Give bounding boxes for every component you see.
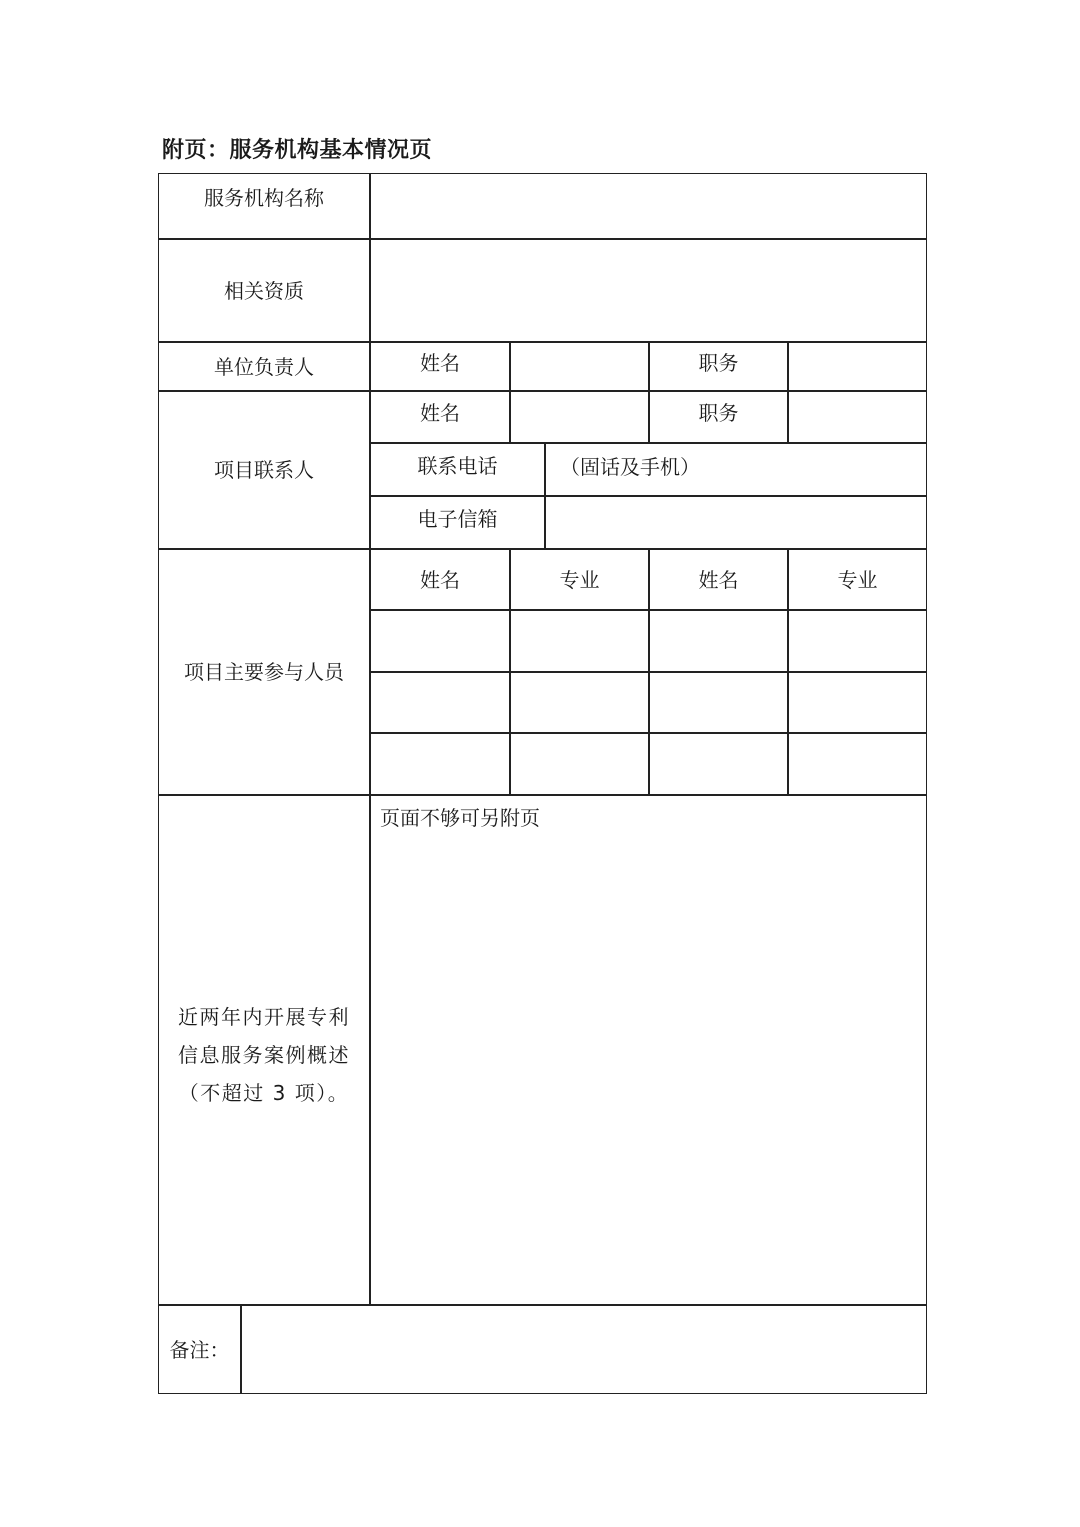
cases-field[interactable]	[371, 796, 926, 1304]
contact-name-label: 姓名	[420, 401, 460, 425]
participant-major-field[interactable]	[789, 734, 926, 794]
qualification-label: 相关资质	[224, 278, 304, 303]
participant-major-field[interactable]	[511, 611, 648, 671]
participant-name-field[interactable]	[371, 734, 509, 794]
unit-head-position-field[interactable]	[789, 343, 926, 390]
contact-phone-label: 联系电话	[417, 454, 498, 478]
contact-email-label: 电子信箱	[417, 507, 498, 531]
participants-label: 项目主要参与人员	[184, 660, 344, 684]
contact-label: 项目联系人	[214, 458, 314, 482]
cases-label-line: 信息服务案例概述	[178, 1043, 350, 1067]
remarks-field[interactable]	[242, 1306, 926, 1393]
contact-name-field[interactable]	[511, 392, 648, 442]
unit-head-position-label: 职务	[698, 351, 739, 375]
participants-header-name: 姓名	[420, 567, 460, 592]
participant-name-field[interactable]	[371, 673, 509, 732]
remarks-label: 备注：	[169, 1337, 230, 1362]
participant-name-field[interactable]	[650, 611, 787, 671]
cases-hint: 页面不够可另附页	[380, 806, 540, 830]
cases-label	[159, 796, 369, 1304]
participant-major-field[interactable]	[511, 734, 648, 794]
service-org-form	[158, 173, 927, 1394]
participant-name-field[interactable]	[650, 673, 787, 732]
unit-head-name-label: 姓名	[420, 351, 460, 375]
qualification-field[interactable]	[371, 240, 926, 341]
cases-label-line: （不超过 3 项）。	[178, 1081, 350, 1105]
contact-phone-hint: （固话及手机）	[560, 455, 700, 479]
participant-name-field[interactable]	[650, 734, 787, 794]
participant-major-field[interactable]	[789, 611, 926, 671]
contact-position-label: 职务	[698, 401, 739, 425]
participant-major-field[interactable]	[789, 673, 926, 732]
participant-name-field[interactable]	[371, 611, 509, 671]
participant-major-field[interactable]	[511, 673, 648, 732]
contact-email-field[interactable]	[546, 497, 926, 548]
org-name-field[interactable]	[371, 174, 926, 238]
unit-head-name-field[interactable]	[511, 343, 648, 390]
participants-header-major: 专业	[559, 567, 600, 592]
org-name-label: 服务机构名称	[204, 185, 324, 210]
participants-header-name: 姓名	[698, 567, 739, 592]
page-title: 附页：服务机构基本情况页	[162, 138, 433, 163]
participants-header-major: 专业	[837, 567, 878, 592]
contact-phone-field[interactable]	[546, 444, 926, 495]
cases-label-line: 近两年内开展专利	[178, 1005, 350, 1029]
contact-position-field[interactable]	[789, 392, 926, 442]
unit-head-label: 单位负责人	[214, 354, 314, 379]
